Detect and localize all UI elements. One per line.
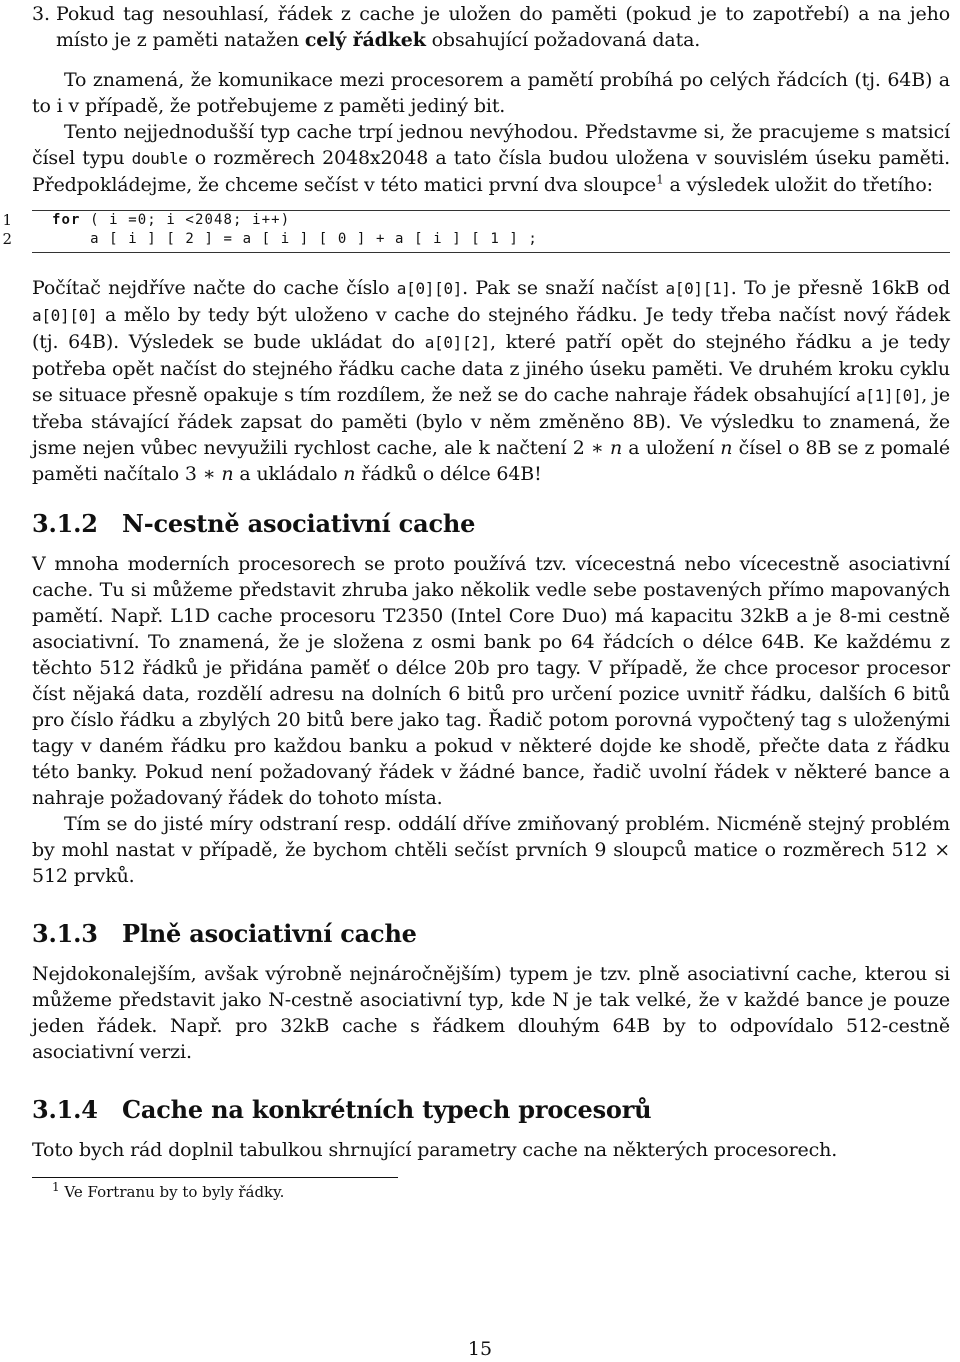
paragraph-2 <box>32 119 950 198</box>
p3-text: . To je přesně 16kB od <box>730 277 950 299</box>
section-number: 3.1.4 <box>32 1095 98 1124</box>
footnote-mark: 1 <box>52 1180 60 1194</box>
page-number: 15 <box>467 1338 493 1360</box>
inline-code-double: double <box>131 149 188 168</box>
p3-text: a mělo by tedy být uloženo v cache do stejného řádku. Je tedy třeba načíst nový řádek (tj. 64B). Výsledek se bude ukládat do <box>32 304 950 353</box>
code-listing <box>2 210 950 253</box>
code-keyword: for <box>52 212 81 228</box>
p3-text: a ukládalo <box>233 463 344 485</box>
paragraph-3 <box>32 275 950 487</box>
code-line-1 <box>2 211 950 230</box>
p3-text: a uložení <box>622 437 721 459</box>
section-title: Cache na konkrétních typech procesorů <box>122 1095 652 1124</box>
math-var: n <box>221 463 234 485</box>
math-var: n <box>609 437 623 459</box>
para2-text-b: o rozměrech 2048x2048 a tato čísla budou uložena v souvislém úseku paměti. Předpokládejme, že chceme sečíst v této matici první dva sloupce <box>32 147 950 196</box>
list-item-text-a: Pokud tag nesouhlasí, řádek z cache je uložen do paměti (pokud je to zapotřebí) a na jeho místo je z paměti natažen <box>56 3 950 51</box>
para2-text-c: a výsledek uložit do třetího: <box>663 174 933 196</box>
math-var: n <box>720 437 733 459</box>
list-item-text-b: obsahující požadovaná data. <box>425 29 701 51</box>
paragraph-1: To znamená, že komunikace mezi procesorem a pamětí probíhá po celých řádcích (tj. 64B) a to i v případě, že potřebujeme z paměti jediný bit. <box>32 69 950 117</box>
list-item-bold-text: celý řádkek <box>304 29 426 51</box>
line-number: 2 <box>2 230 12 248</box>
list-item-number: 3. <box>32 3 50 25</box>
footnote <box>32 1182 950 1202</box>
section-heading-314 <box>32 1095 950 1125</box>
inline-code: a[1][0] <box>855 386 922 405</box>
p3-text: řádků o délce 64B! <box>355 463 542 485</box>
p3-text: , je třeba stávající řádek zapsat do paměti (bylo v něm změněno 8B). Ve výsledku to znamená, že jsme nejen vůbec nevyužili rychlost cache, ale k načtení 2 ∗ <box>32 384 950 459</box>
p3-text: , které patří opět do stejného řádku a je tedy potřeba opět načíst do stejného řádku cache data z jiného úseku paměti. Ve druhém kroku cyklu se situace přesně opakuje s tím rozdílem, že než se do cache nahraje řádek obsahující <box>32 331 950 406</box>
section-title: N-cestně asociativní cache <box>122 509 476 538</box>
section-number: 3.1.2 <box>32 509 98 538</box>
p3-text: Počítač nejdříve načte do cache číslo <box>32 277 397 299</box>
line-number: 1 <box>2 211 12 229</box>
p3-text: . Pak se snaží načíst <box>462 277 666 299</box>
footnote-ref-1: 1 <box>656 172 664 187</box>
code-text: ( i =0; i <2048; i++) <box>80 212 291 228</box>
page-body <box>2 0 950 1202</box>
section-314-paragraph-1: Toto bych rád doplnil tabulkou shrnující parametry cache na některých procesorech. <box>32 1139 838 1161</box>
section-title: Plně asociativní cache <box>122 919 417 948</box>
section-312-paragraph-2: Tím se do jisté míry odstraní resp. oddálí dříve zmiňovaný problém. Nicméně stejný problém by mohl nastat v případě, že bychom chtěli sečíst prvních 9 sloupců matice o rozměrech 512 × 512 prvků. <box>32 813 950 887</box>
inline-code: a[0][0] <box>32 306 98 325</box>
inline-code: a[0][1] <box>665 279 731 298</box>
math-var: n <box>343 463 356 485</box>
inline-code: a[0][0] <box>396 279 463 298</box>
section-heading-313 <box>32 919 950 949</box>
para2-text-a: Tento nejjednodušší typ cache trpí jednou nevýhodou. Představme si, že pracujeme s matsicí čísel typu <box>32 121 950 169</box>
footnote-text: Ve Fortranu by to byly řádky. <box>64 1183 285 1201</box>
section-heading-312 <box>32 509 950 539</box>
inline-code: a[0][2] <box>424 333 491 352</box>
list-item-3 <box>32 1 950 53</box>
code-text: a [ i ] [ 2 ] = a [ i ] [ 0 ] + a [ i ] [ 1 ] ; <box>52 231 538 247</box>
p3-text: čísel o 8B se z pomalé paměti načítalo 3 ∗ <box>32 437 950 485</box>
code-line-2 <box>2 230 950 249</box>
footnote-rule <box>32 1177 398 1178</box>
section-number: 3.1.3 <box>32 919 98 948</box>
section-312-paragraph-1: V mnoha moderních procesorech se proto používá tzv. vícecestná nebo vícecestně asociativní cache. Tu si můžeme představit zhruba jako několik vedle sebe postavených přímo mapovaných pamětí. Např. L1D cache procesoru T2350 (Intel Core Duo) má kapacitu 32kB a je 8-mi cestně asociativní. To znamená, že je složena z osmi bank po 64 řádcích o délce 64B. Ke každému z těchto 512 řádků je přidána paměť o délce 20b pro tagy. V případě, že chce procesor procesor číst nějaká data, rozdělí adresu na dolních 6 bitů pro určení pozice uvnitř řádku, dalších 6 bitů pro číslo řádku a zbylých 20 bitů bere jako tag. Řadič potom porovná vypočtený tag s uloženými tagy v daném řádku pro každou banku a pokud v některé dojde ke shodě, přečte data z řádku této banky. Pokud není požadovaný řádek v žádné bance, řadič uvolní řádek v některé bance a nahraje požadovaný řádek do tohoto místa. <box>32 553 950 809</box>
section-313-paragraph-1: Nejdokonalejším, avšak výrobně nejnáročnějším) typem je tzv. plně asociativní cache, kterou si můžeme představit jako N-cestně asociativní typ, kde N je tak velké, že v každé bance je pouze jeden řádek. Např. pro 32kB cache s řádkem dlouhým 64B by to odpovídalo 512-cestně asociativní verzi. <box>32 963 950 1063</box>
